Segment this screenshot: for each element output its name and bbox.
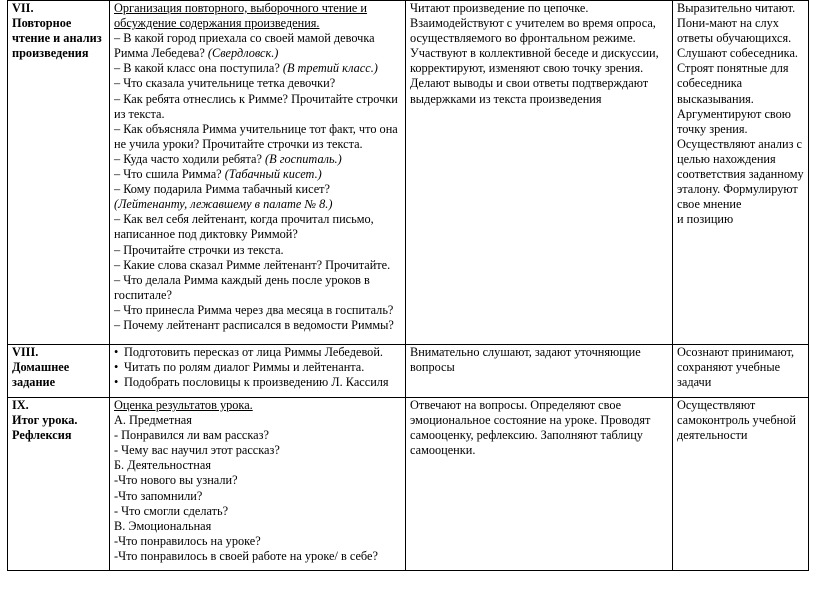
question-line: – Как вел себя лейтенант, когда прочитал письмо, написанное под диктовку Риммой?: [114, 212, 374, 242]
stage-number: VII.: [12, 1, 34, 15]
question-line: – Что сшила Римма? (Табачный кисет.): [114, 167, 322, 182]
answer-text: (Свердловск.): [207, 46, 279, 61]
stage-cell: [8, 345, 110, 398]
answer-text: (Табачный кисет.): [224, 167, 322, 182]
student-activity-cell: Читают произведение по цепочке. Взаимодействуют с учителем во время опроса, осуществляемого во фронтальном режиме. Участвуют в коллективной беседе и дискуссии, корректируют, изменяют свою точку зрения. Делают выводы и свои ответы подтверждают выдержками из текста произведения: [406, 1, 673, 345]
question-line: – Как объясняла Римма учительнице тот факт, что она не учила уроки? Прочитайте строчки из текста.: [114, 121, 398, 151]
question-line: – В какой класс она поступила? (В третий класс.): [114, 61, 378, 76]
stage-title-line: задание: [12, 375, 56, 390]
teacher-activity-title: Оценка результатов урока.: [114, 398, 253, 412]
homework-cell: [110, 345, 406, 398]
stage-title-line: Итог урока.: [12, 413, 78, 428]
results-line: и позицию: [677, 212, 734, 227]
stage-title-line: чтение и анализ: [12, 31, 102, 46]
stage-title-line: произведения: [12, 46, 89, 61]
list-item: • Читать по ролям диалог Риммы и лейтенанта.: [114, 360, 401, 375]
question-line: – Что делала Римма каждый день после уроков в госпитале?: [114, 272, 370, 302]
student-activity-cell: Отвечают на вопросы. Определяют свое эмоциональное состояние на уроке. Проводят самооценку, рефлексию. Заполняют таблицу самооценки.: [406, 398, 673, 571]
question-line: – Кому подарила Римма табачный кисет?: [114, 182, 330, 197]
question-line: – Почему лейтенант расписался в ведомости Риммы?: [114, 317, 394, 332]
question-line: – Прочитайте строчки из текста.: [114, 242, 284, 257]
answer-text: (В третий класс.): [282, 61, 378, 76]
table-row: [8, 345, 809, 398]
question-line: – Куда часто ходили ребята? (В госпиталь.): [114, 151, 342, 166]
stage-cell: [8, 398, 110, 571]
reflection-line: А. Предметная: [114, 413, 192, 428]
stage-title-line: Домашнее: [12, 360, 70, 375]
reflection-line: - Понравился ли вам рассказ?: [114, 428, 269, 443]
lesson-stages-table: [7, 0, 809, 571]
question-line: – Какие слова сказал Римме лейтенант? Прочитайте.: [114, 257, 391, 272]
teacher-activity-cell: [110, 1, 406, 345]
list-item: • Подобрать пословицы к произведению Л. Кассиля: [114, 375, 401, 390]
table-row: [8, 1, 809, 345]
reflection-line: В. Эмоциональная: [114, 518, 212, 533]
question-line: – Что принесла Римма через два месяца в госпиталь?: [114, 302, 394, 317]
stage-number: VIII.: [12, 345, 39, 359]
results-cell: [673, 1, 809, 345]
stage-number: IX.: [12, 398, 29, 412]
results-line: Пони-мают на слух ответы обучающихся. Слушают собеседника. Строят понятные для собеседника высказывания. Аргументируют свою точку зрения. Осуществляют анализ с целью нахождения соответствия заданному эталону. Формулируют свое мнение: [677, 16, 804, 212]
reflection-line: - Чему вас научил этот рассказ?: [114, 443, 280, 458]
results-cell: Осуществляют самоконтроль учебной деятельности: [673, 398, 809, 571]
reflection-line: -Что понравилось в своей работе на уроке/ в себе?: [114, 548, 378, 563]
teacher-activity-title: Организация повторного, выборочного чтение и обсуждение содержания произведения.: [114, 1, 368, 31]
question-line: – В какой город приехала со своей мамой девочка Римма Лебедева? (Свердловск.): [114, 31, 375, 61]
answer-text: (В госпиталь.): [265, 151, 342, 166]
teacher-activity-cell: [110, 398, 406, 571]
results-cell: Осознают принимают, сохраняют учебные задачи: [673, 345, 809, 398]
reflection-line: Б. Деятельностная: [114, 458, 212, 473]
table-row: [8, 398, 809, 571]
reflection-line: -Что запомнили?: [114, 488, 203, 503]
results-line: Выразительно читают.: [677, 1, 796, 15]
homework-list: [114, 345, 401, 390]
reflection-line: - Что смогли сделать?: [114, 503, 229, 518]
question-line: – Что сказала учительнице тетка девочки?: [114, 76, 336, 91]
answer-text: (Лейтенанту, лежавшему в палате № 8.): [114, 197, 333, 212]
reflection-line: -Что понравилось на уроке?: [114, 533, 261, 548]
stage-cell: [8, 1, 110, 345]
reflection-line: -Что нового вы узнали?: [114, 473, 238, 488]
list-item: • Подготовить пересказ от лица Риммы Лебедевой.: [114, 345, 401, 360]
student-activity-cell: Внимательно слушают, задают уточняющие вопросы: [406, 345, 673, 398]
stage-title-line: Рефлексия: [12, 428, 72, 443]
question-line: – Как ребята отнеслись к Римме? Прочитайте строчки из текста.: [114, 91, 398, 121]
stage-title-line: Повторное: [12, 16, 72, 31]
